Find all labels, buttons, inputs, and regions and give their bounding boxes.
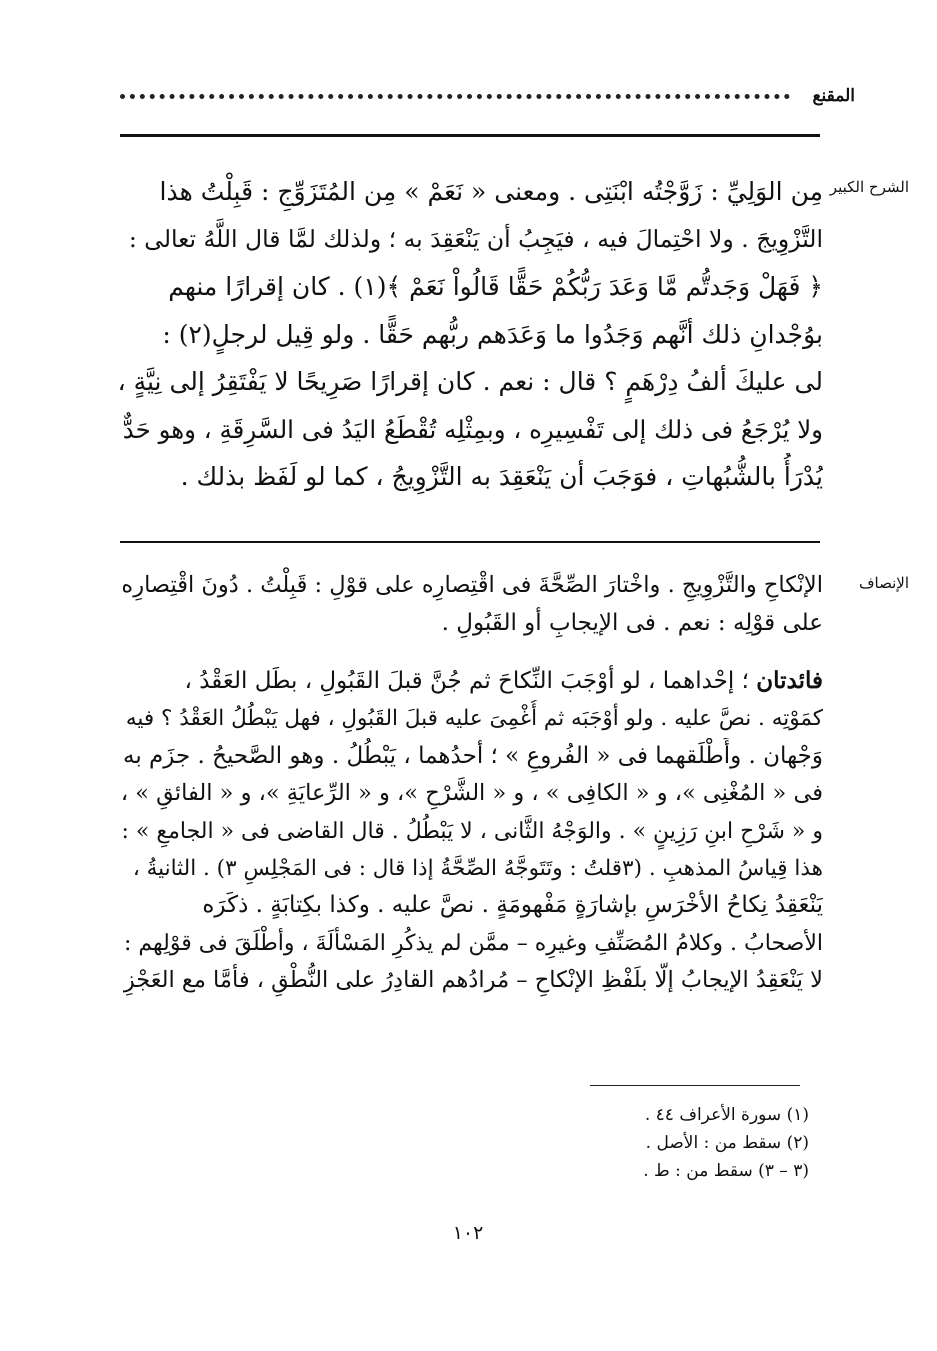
- footnote: (٢) سقط من : الأصل .: [645, 1133, 809, 1153]
- text-line: على قوْلِه : نعم . فى الإيجابِ أو القَبُولِ .: [441, 610, 823, 636]
- text-line: الأصحابُ . وكلامُ المُصَنِّفِ وغيرِه – ممَّن لم يذكُرِ المَسْألَةَ ، وأطْلَقَ فى قوْلِهم :: [123, 930, 823, 956]
- text-line: لا يَنْعَقِدُ الإيجابُ إلَّا بلَفْظِ الإنْكاحِ – مُرادُهم القادِرُ على النُّطْقِ ، فأمَّا مع العَجْزِ: [123, 967, 823, 994]
- header-dotted-leader: [120, 94, 790, 99]
- text-line: التَّزْوِيجَ . ولا احْتِمالَ فيه ، فيَجِبُ أن يَنْعَقِدَ به ؛ ولذلك لمَّا قال اللَّهُ تعالى :: [128, 224, 823, 253]
- insaf-label: الإنصاف: [858, 574, 909, 592]
- text-line: و « شَرْحِ ابنِ رَزِينٍ » . والوَجْهُ الثَّانى ، لا يَبْطُلُ . قال القاضى فى « الجامعِ » :: [121, 818, 823, 844]
- text-line: ﴿ فَهَلْ وَجَدتُّم مَّا وَعَدَ رَبُّكُمْ حَقًّا قَالُواْ نَعَمْ ﴾(١) . كان إقرارًا منهم: [168, 272, 823, 301]
- text-line: لى عليكَ ألفُ دِرْهَمٍ ؟ قال : نعم . كان إقرارًا صَرِيحًا لا يَفْتَقِرُ إلى نِيَّةٍ ،: [118, 367, 823, 396]
- footnote-rule: [590, 1085, 800, 1086]
- text-line: بوُجْدانِ ذلك أنَّهم وَجَدُوا ما وَعَدَهم ربُّهم حَقًّا . ولو قِيل لرجلٍ(٢) :: [162, 319, 823, 349]
- heading-word: فائدتان: [756, 667, 823, 694]
- footnote: (٣ – ٣) سقط من : ط .: [643, 1161, 809, 1181]
- text-line: [118, 662, 823, 700]
- sharh-label: الشرح الكبير: [829, 178, 909, 196]
- text-line: الإنْكاحِ والتَّزْوِيجِ . واخْتارَ الصِّحَّةَ فى اقْتِصارِه على قوْلِ : قَبِلْتُ . دُونَ اقْتِصارِه: [121, 572, 823, 598]
- header-rule: [120, 134, 820, 137]
- section-separator-rule: [120, 541, 820, 543]
- text-line: وَجْهان . وأَطْلَقهما فى « الفُروعِ » ؛ أحدُهما ، يَبْطُلُ . وهو الصَّحيحُ . جزَم به: [122, 742, 823, 769]
- insaf-intro-text: [118, 566, 823, 642]
- text-line: فى « المُغْنِى »، و « الكافِى » ، و « الشَّرْحِ »، و « الرِّعايَةِ »، و « الفائقِ » ،: [120, 780, 823, 807]
- footnote: (١) سورة الأعراف ٤٤ .: [644, 1105, 809, 1125]
- footnotes: [643, 1101, 809, 1185]
- insaf-body-text: [118, 662, 823, 1000]
- sharh-text: [118, 168, 823, 501]
- text-line: ولا يُرْجَعُ فى ذلك إلى تَفْسِيرِه ، وبمِثْلِه تُقْطَعُ اليَدُ فى السَّرِقَةِ ، وهو حَدٌّ: [122, 414, 823, 444]
- text-line: يُدْرَأُ بالشُّبُهاتِ ، فوَجَبَ أن يَنْعَقِدَ به التَّزْوِيجُ ، كما لو لَفَظ بذلك .: [180, 462, 823, 491]
- text-line: هذا قِياسُ المذهبِ . (٣قلتُ : وتَتَوجَّهُ الصِّحَّةُ إذا قال : فى المَجْلِسِ ٣) . الثانيةُ ،: [132, 856, 823, 882]
- text-line: مِن الوَلِيِّ : زَوَّجْتُه ابْنَتِى . ومعنى « نَعَمْ » مِن المُتَزَوِّجِ : قَبِلْتُ هذا: [159, 177, 823, 206]
- text-line: يَنْعَقِدُ نِكاحُ الأخْرَسِ بإشارَةٍ مَفْهومَةٍ . نصَّ عليه . وكذا بكِتابَةٍ . ذكَرَه: [202, 892, 823, 919]
- header-title: المقنع: [812, 86, 855, 106]
- text-fragment: ؛ إحْداهما ، لو أوْجَبَ النِّكاحَ ثم جُنَّ قبلَ القَبُولِ ، بطَل العَقْدُ ،: [184, 668, 757, 694]
- page-number: ١٠٢: [452, 1222, 484, 1244]
- text-line: كمَوْتِه . نصَّ عليه . ولو أوْجَبَه ثم أُغْمِىَ عليه قبلَ القَبُولِ ، فهل يَبْطُلُ العَقْدُ ؟ فيه: [125, 706, 823, 732]
